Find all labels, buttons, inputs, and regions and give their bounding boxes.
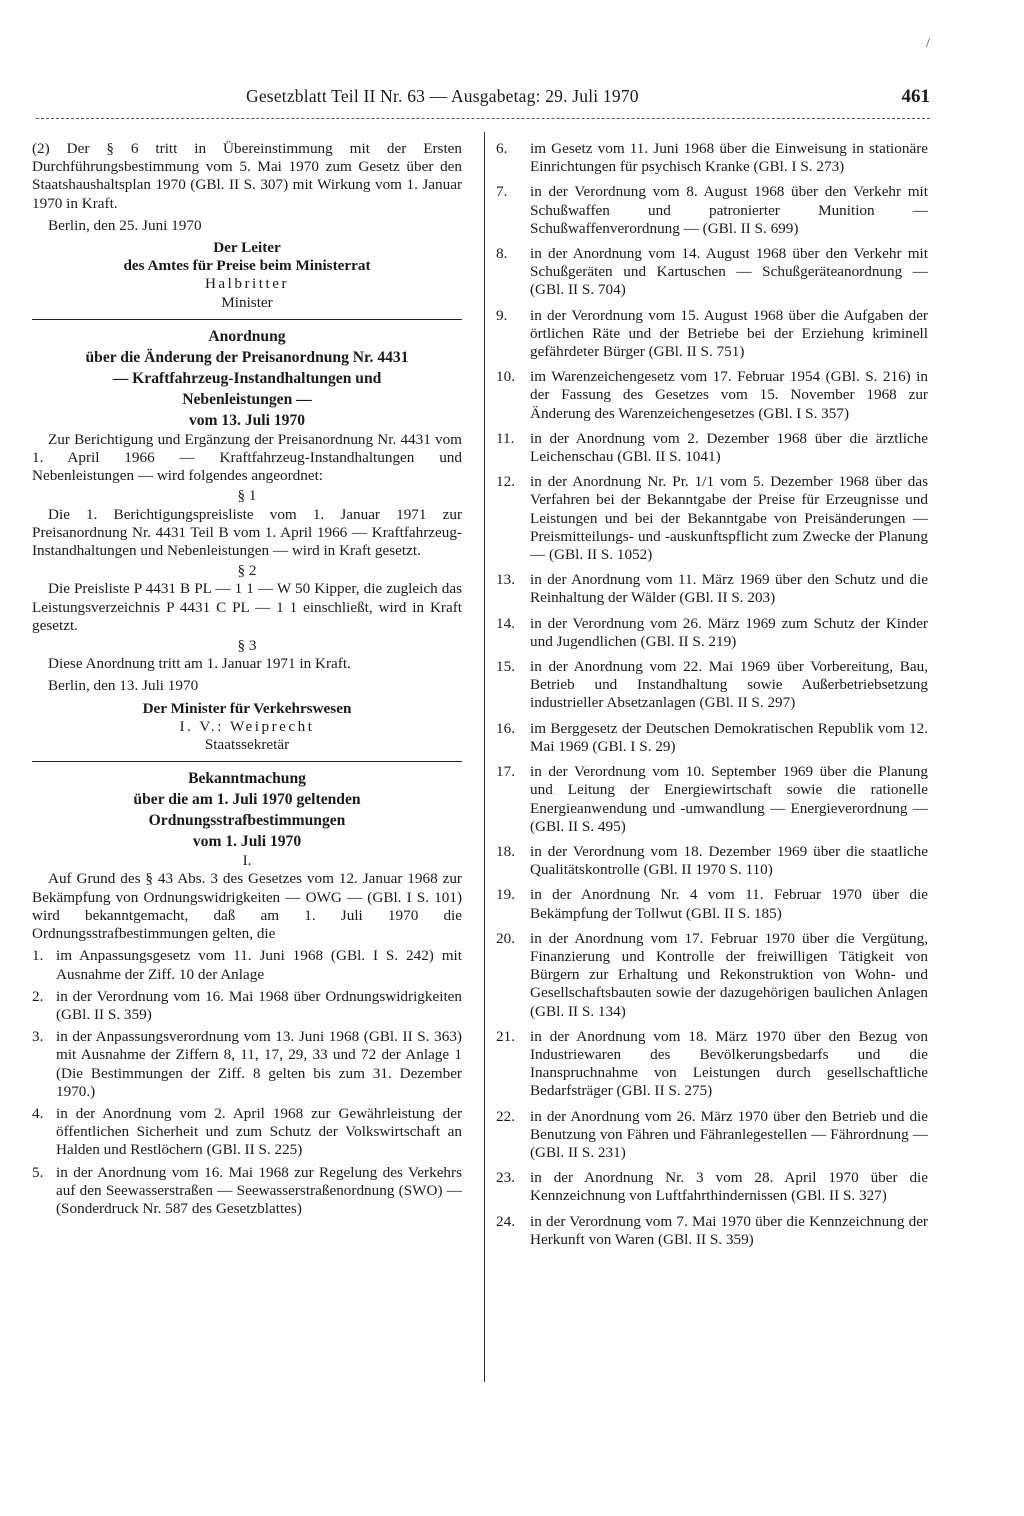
- roman-section-heading: I.: [242, 852, 252, 870]
- signatory-title-1: Der Leiter: [213, 239, 281, 257]
- list-item-text: in der Verordnung vom 16. Mai 1968 über Ordnungswidrigkeiten (GBl. II S. 359): [56, 987, 462, 1023]
- list-item: [496, 1213, 928, 1249]
- list-item-text: in der Anordnung vom 2. Dezember 1968 über die ärztliche Leichenschau (GBl. II S. 1041): [530, 429, 928, 466]
- bekanntmachung-intro: Auf Grund des § 43 Abs. 3 des Gesetzes vom 12. Januar 1968 zur Bekämpfung von Ordnungswidrigkeiten — OWG — (GBl. I S. 101) wird bekanntgemacht, daß am 1. Juli 1970 die Ordnungsstrafbestimmungen gelten, die: [32, 870, 462, 943]
- list-item-number: 10.: [496, 368, 515, 386]
- ordnungsstraf-list-left: [32, 947, 462, 1218]
- header-rule: [36, 118, 930, 119]
- list-item-text: in der Anordnung vom 18. März 1970 über den Bezug von Industriewaren des Bevölkerungsbedarfs und die Inanspruchnahme von Leistungen durch gesellschaftliche Bedarfsträger (GBl. II S. 275): [530, 1027, 928, 1100]
- list-item: [496, 183, 928, 238]
- list-item: [496, 430, 928, 466]
- list-item-number: 24.: [496, 1212, 515, 1230]
- ordnungsstraf-list-right: [496, 140, 928, 1249]
- list-item-text: in der Anpassungsverordnung vom 13. Juni 1968 (GBl. II S. 363) mit Ausnahme der Ziffern 8, 11, 17, 29, 33 und 72 der Anlage 1 (Die Bestimmungen der Ziff. 8 gelten bis zum 31. Dezember 1970.): [56, 1028, 462, 1100]
- list-item-number: 21.: [496, 1027, 515, 1045]
- list-item-number: 1.: [32, 947, 44, 965]
- list-item: [496, 1028, 928, 1101]
- list-item-number: 19.: [496, 886, 515, 904]
- anordnung-subtitle-3: Nebenleistungen —: [182, 390, 312, 408]
- signatory-title-2: Der Minister für Verkehrswesen: [142, 699, 352, 717]
- bekanntmachung-section: [32, 768, 462, 1218]
- list-item-text: in der Anordnung vom 14. August 1968 über den Verkehr mit Schußgeräten und Kartuschen — Schußgeräteanordnung — (GBl. II S. 704): [530, 245, 928, 299]
- list-item: [496, 245, 928, 300]
- list-item: [496, 930, 928, 1021]
- section-rule-2: [32, 761, 462, 762]
- list-item-text: in der Verordnung vom 8. August 1968 über den Verkehr mit Schußwaffen und patronierter Munition — Schußwaffenverordnung — (GBl. II S. 699): [530, 183, 928, 237]
- paragraph-2-heading: § 2: [237, 562, 257, 580]
- list-item: [32, 988, 462, 1024]
- signatory-role-2: Staatssekretär: [204, 736, 290, 754]
- anordnung-subtitle-1: über die Änderung der Preisanordnung Nr. 4431: [85, 348, 409, 366]
- paragraph-1-heading: § 1: [237, 487, 257, 505]
- intro-paragraph: (2) Der § 6 tritt in Übereinstimmung mit der Ersten Durchführungsbestimmung vom 5. Mai 1970 zum Gesetz über den Staatshaushaltsplan 1970 (GBl. II S. 307) mit Wirkung vom 1. Januar 1970 in Kraft.: [32, 140, 462, 212]
- list-item-number: 4.: [32, 1104, 44, 1122]
- list-item-number: 22.: [496, 1107, 515, 1125]
- list-item-number: 12.: [496, 473, 515, 491]
- list-item: [496, 140, 928, 176]
- section-rule-1: [32, 319, 462, 320]
- list-item-text: in der Verordnung vom 15. August 1968 über die Aufgaben der örtlichen Räte und der Betriebe bei der Erziehung kriminell gefährdeter Bürger (GBl. II S. 751): [530, 306, 928, 361]
- signatory-name-1: Halbritter: [204, 275, 290, 293]
- list-item-number: 11.: [496, 429, 515, 447]
- list-item-text: in der Anordnung Nr. 3 vom 28. April 1970 über die Kennzeichnung von Luftfahrthindernissen (GBl. II S. 327): [530, 1169, 928, 1205]
- list-item-text: in der Anordnung vom 16. Mai 1968 zur Regelung des Verkehrs auf den Seewasserstraßen — Seewasserstraßenordnung (SWO) — (Sonderdruck Nr. 587 des Gesetzblattes): [56, 1163, 462, 1217]
- place-date-2: Berlin, den 13. Juli 1970: [48, 677, 199, 695]
- paragraph-1-text: Die 1. Berichtigungspreisliste vom 1. Januar 1971 zur Preisanordnung Nr. 4431 Teil B vom 1. April 1966 — Kraftfahrzeug-Instandhaltungen und Nebenleistungen — wird in Kraft gesetzt.: [32, 505, 462, 560]
- list-item-text: in der Anordnung vom 22. Mai 1969 über Vorbereitung, Bau, Betrieb und Instandhaltung sowie Außerbetriebsetzung industrieller Absetzanlagen (GBl. II S. 297): [530, 658, 928, 712]
- list-item-number: 2.: [32, 987, 44, 1005]
- list-item: [496, 368, 928, 423]
- list-item-number: 13.: [496, 571, 515, 589]
- list-item: [496, 307, 928, 362]
- list-item-number: 18.: [496, 842, 515, 860]
- signatory-office-1: des Amtes für Preise beim Ministerrat: [123, 257, 371, 275]
- bekanntmachung-subtitle-1: über die am 1. Juli 1970 geltenden: [133, 791, 361, 809]
- place-date-1: Berlin, den 25. Juni 1970: [48, 216, 202, 234]
- list-item-text: in der Anordnung vom 26. März 1970 über den Betrieb und die Benutzung von Fähren und Fähranlegestellen — Fährordnung — (GBl. II S. 231): [530, 1107, 928, 1161]
- list-item-text: in der Verordnung vom 26. März 1969 zum Schutz der Kinder und Jugendlichen (GBl. II S. 219): [530, 614, 928, 650]
- list-item-text: in der Verordnung vom 18. Dezember 1969 über die staatliche Qualitätskontrolle (GBl. II 1970 S. 110): [530, 842, 928, 879]
- list-item-text: in der Anordnung vom 17. Februar 1970 über die Vergütung, Finanzierung und Kontrolle der freiwilligen Tätigkeit von Bürgern zur Erhaltung und Rekonstruktion von Wohn- und Gesellschaftsbauten sowie der dazugehörigen baulichen Anlagen (GBl. II S. 134): [530, 929, 928, 1020]
- list-item-number: 14.: [496, 614, 515, 632]
- paragraph-2-text: Die Preisliste P 4431 B PL — 1 1 — W 50 Kipper, die zugleich das Leistungsverzeichnis P 4431 C PL — 1 1 einschließt, wird in Kraft gesetzt.: [32, 580, 462, 634]
- list-item-number: 7.: [496, 183, 508, 201]
- column-divider: [484, 132, 485, 1382]
- anordnung-section: [32, 326, 462, 754]
- list-item-text: in der Verordnung vom 10. September 1969 über die Planung und Leitung der Energiewirtschaft sowie die rationelle Energieanwendung und -umwandlung — Energieverordnung — (GBl. II S. 495): [530, 763, 928, 835]
- anordnung-title: Anordnung: [208, 327, 286, 345]
- list-item-number: 20.: [496, 929, 515, 947]
- list-item: [496, 571, 928, 607]
- right-column: [496, 140, 928, 1256]
- list-item: [496, 720, 928, 756]
- list-item: [496, 763, 928, 836]
- list-item: [32, 1164, 462, 1219]
- left-column: [32, 140, 462, 1222]
- anordnung-date: vom 13. Juli 1970: [188, 411, 306, 429]
- paragraph-3-heading: § 3: [237, 637, 257, 655]
- signatory-name-2: I. V.: Weiprecht: [179, 717, 315, 735]
- list-item-number: 15.: [496, 658, 515, 676]
- list-item-number: 23.: [496, 1169, 515, 1187]
- list-item-number: 17.: [496, 763, 515, 781]
- list-item: [496, 473, 928, 564]
- list-item-text: in der Anordnung Nr. Pr. 1/1 vom 5. Dezember 1968 über das Verfahren bei der Bekanntgabe der Preise für Erzeugnisse und Leistungen und bei der Bekanntgabe von Preisänderungen — Preismitteilungs- und -auskunftspflicht zum Zwecke der Planung — (GBl. II S. 1052): [530, 473, 928, 564]
- stray-mark: /: [926, 36, 930, 51]
- list-item-text: im Gesetz vom 11. Juni 1968 über die Einweisung in stationäre Einrichtungen für psychisch Kranke (GBl. I S. 273): [530, 140, 928, 176]
- bekanntmachung-subtitle-2: Ordnungsstrafbestimmungen: [148, 812, 346, 830]
- paragraph-3-text: Diese Anordnung tritt am 1. Januar 1971 in Kraft.: [48, 655, 351, 673]
- list-item-number: 9.: [496, 306, 508, 324]
- list-item-text: im Berggesetz der Deutschen Demokratischen Republik vom 12. Mai 1969 (GBl. I S. 29): [530, 719, 928, 755]
- list-item-text: in der Anordnung vom 2. April 1968 zur Gewährleistung der öffentlichen Sicherheit und zum Schutz der Volkswirtschaft an Halden und Restlöchern (GBl. II S. 225): [56, 1104, 462, 1159]
- list-item: [496, 1108, 928, 1163]
- list-item: [32, 1028, 462, 1101]
- signatory-role-1: Minister: [221, 293, 273, 311]
- list-item: [496, 1169, 928, 1205]
- list-item: [496, 843, 928, 879]
- list-item-text: in der Anordnung Nr. 4 vom 11. Februar 1970 über die Bekämpfung der Tollwut (GBl. II S. 185): [530, 886, 928, 922]
- anordnung-subtitle-2: — Kraftfahrzeug-Instandhaltungen und: [112, 369, 382, 387]
- page-header: [36, 86, 930, 112]
- list-item-text: im Anpassungsgesetz vom 11. Juni 1968 (GBl. I S. 242) mit Ausnahme der Ziff. 10 der Anlage: [56, 947, 462, 983]
- list-item-number: 3.: [32, 1028, 44, 1046]
- list-item: [32, 1105, 462, 1160]
- list-item: [496, 886, 928, 922]
- list-item: [32, 947, 462, 983]
- list-item-text: in der Verordnung vom 7. Mai 1970 über die Kennzeichnung der Herkunft von Waren (GBl. II S. 359): [530, 1212, 928, 1248]
- anordnung-intro: Zur Berichtigung und Ergänzung der Preisanordnung Nr. 4431 vom 1. April 1966 — Kraftfahrzeug-Instandhaltungen und Nebenleistungen — wird folgendes angeordnet:: [32, 430, 462, 485]
- bekanntmachung-title: Bekanntmachung: [188, 770, 306, 788]
- running-title: Gesetzblatt Teil II Nr. 63 — Ausgabetag: 29. Juli 1970: [246, 86, 639, 106]
- bekanntmachung-date: vom 1. Juli 1970: [192, 833, 302, 851]
- list-item-text: im Warenzeichengesetz vom 17. Februar 1954 (GBl. S. 216) in der Fassung des Gesetzes vom 15. November 1968 zur Änderung des Warenzeichengesetzes (GBl. I S. 357): [530, 368, 928, 422]
- page-number: 461: [901, 86, 930, 107]
- list-item-number: 5.: [32, 1163, 44, 1181]
- list-item-number: 8.: [496, 245, 508, 263]
- list-item-number: 16.: [496, 719, 515, 737]
- list-item: [496, 658, 928, 713]
- list-item-text: in der Anordnung vom 11. März 1969 über den Schutz und die Reinhaltung der Wälder (GBl. II S. 203): [530, 571, 928, 607]
- list-item-number: 6.: [496, 140, 508, 157]
- list-item: [496, 615, 928, 651]
